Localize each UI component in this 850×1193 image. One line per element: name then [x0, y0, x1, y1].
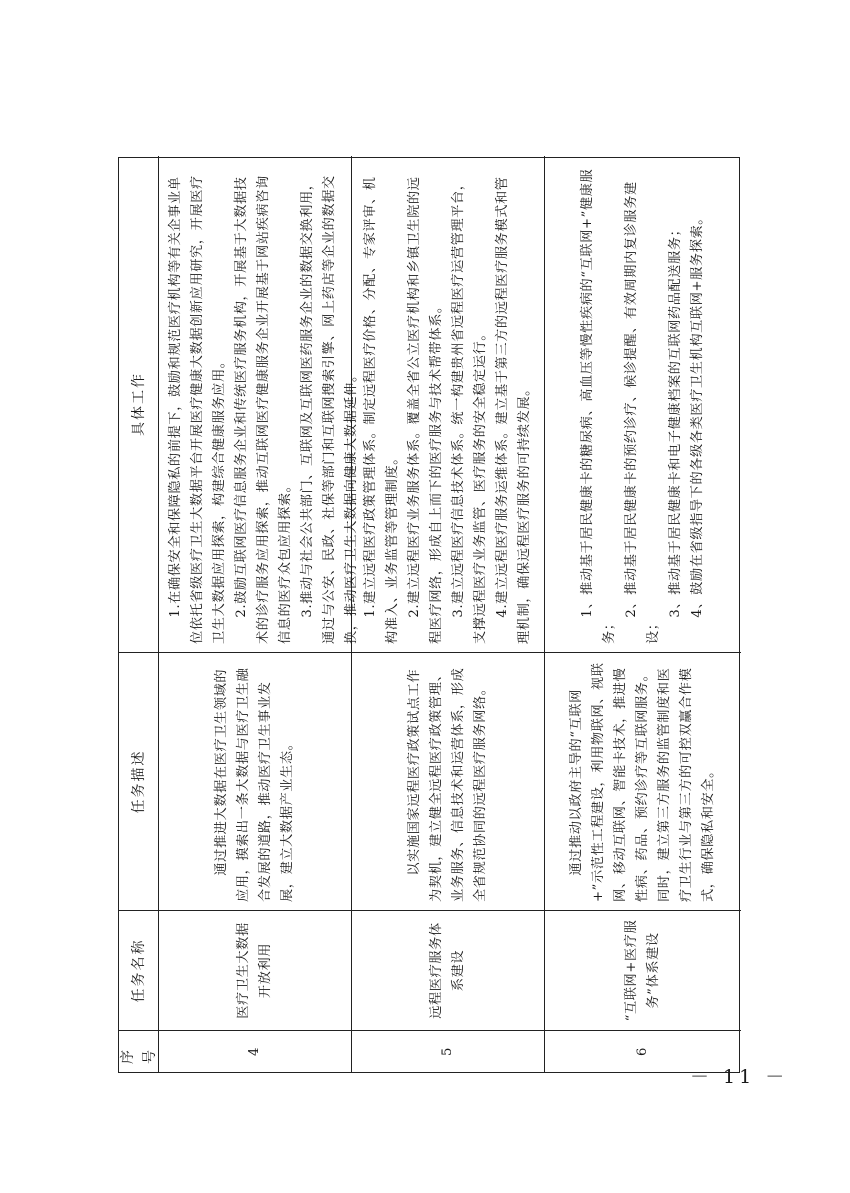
row-num: 4 [159, 1030, 352, 1072]
row-task-desc [352, 652, 545, 910]
work-item: 3.推动与社会公共部门、互联网及互联网医药服务企业的数据交换利用，通过与公安、民政、社保等部门和互联网搜索引擎、网上药店等企业的数据交换，推动医疗卫生大数据向健康大数据延伸。 [300, 175, 359, 644]
header-task-name: 任务名称 [119, 910, 159, 1030]
row-work [159, 156, 359, 652]
work-list [577, 164, 709, 644]
work-item: 2.鼓励互联网医疗信息服务企业和传统医疗服务机构，开展基于大数据技术的诊疗服务应用探索，推动互联网医疗健康服务企业开展基于网站疾病咨询信息的医疗众包应用探索。 [234, 175, 293, 644]
work-item: 2、推动基于居民健康卡的预约诊疗、候诊提醒、有效周期内复诊服务建设； [624, 181, 661, 644]
work-item: 1、推动基于居民健康卡的糖尿病、高血压等慢性疾病的“互联网+”健康服务； [580, 168, 617, 644]
row-num: 5 [352, 1030, 545, 1072]
row-num: 6 [545, 1030, 741, 1072]
row-work [545, 156, 741, 652]
work-item: 4.建立远程医疗服务运维体系。建立基于第三方的远程医疗服务模式和管理机制，确保远程医疗服务的可持续发展。 [495, 176, 532, 644]
desc-text: 通过推进大数据在医疗卫生领域的应用，摸索出一条大数据与医疗卫生融合发展的道路，推动医疗卫生事业发展，建立大数据产业生态。 [214, 667, 295, 902]
header-work: 具体工作 [119, 156, 159, 652]
rotated-table-frame [118, 157, 740, 1073]
row-task-name: 医疗卫生大数据开放利用 [159, 910, 352, 1030]
row-task-name: “互联网+医疗服务”体系建设 [545, 910, 741, 1030]
page-number: － 11 － [690, 1066, 789, 1088]
header-seq: 序号 [119, 1030, 159, 1072]
row-task-desc [159, 652, 352, 910]
work-item: 3.建立远程医疗信息技术体系。统一构建贵州省远程医疗运营管理平台，支撑远程医疗业务监管、医疗服务的安全稳定运行。 [451, 176, 488, 644]
work-item: 3、推动基于居民健康卡和电子健康档案的互联网药品配送服务； [668, 222, 683, 618]
row-task-name: 远程医疗服务体系建设 [352, 910, 545, 1030]
desc-text: 通过推动以政府主导的“互联网+”示范性工程建设，利用物联网、视联网、移动互联网、智能卡技术，推进慢性病、药品、预约诊疗等互联网服务。同时，建立第三方服务的监管制度和医疗卫生行业与第三方的可控双赢合作模式，确保隐私和安全。 [569, 662, 716, 902]
work-item: 1.建立远程医疗政策管理体系。制定远程医疗价格、分配、专家评审、机构准入、业务监管等管理制度。 [363, 176, 400, 644]
row-task-desc [545, 652, 741, 910]
work-item: 4、鼓励在省级指导下的各级各类医疗卫生机构互联网+服务探索。 [690, 210, 705, 618]
row-work [352, 156, 545, 652]
work-list [360, 164, 536, 644]
work-item: 2.建立远程医疗业务服务体系。覆盖全省公立医疗机构和乡镇卫生院的远程医疗网络，形成自上而下的医疗服务与技术帮带体系。 [407, 176, 444, 644]
work-item: 1.在确保安全和保障隐私的前提下，鼓励和规范医疗机构等有关企事业单位依托省级医疗卫生大数据平台开展医疗健康大数据创新应用研究，开展医疗卫生大数据应用探索，构建综合健康服务应用。 [168, 175, 227, 644]
header-task-desc: 任务描述 [119, 652, 159, 910]
desc-text: 以实施国家远程医疗政策试点工作为契机，建立健全远程医疗政策管理、业务服务、信息技术和运营体系，形成全省规范协同的远程医疗服务网络。 [407, 667, 488, 902]
task-table [118, 157, 740, 1073]
